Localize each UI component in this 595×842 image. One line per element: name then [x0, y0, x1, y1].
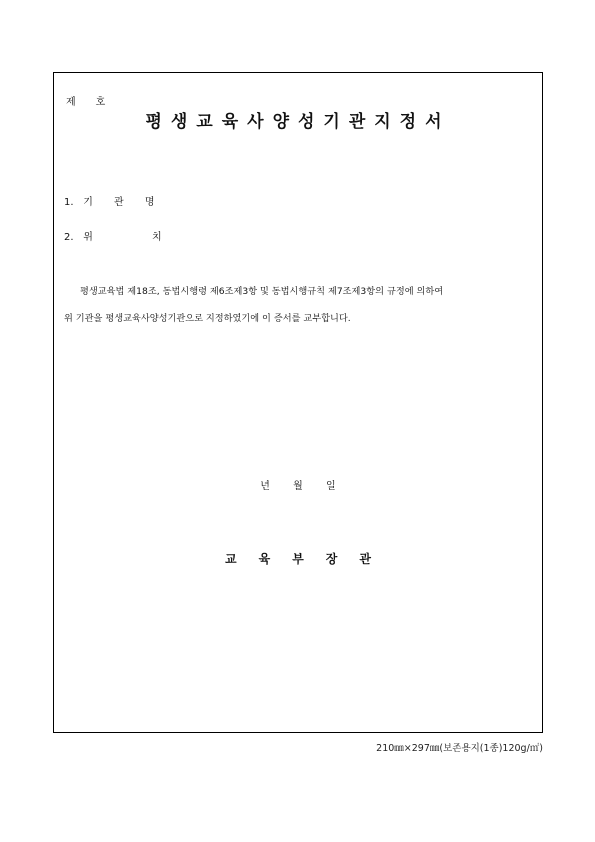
field-number: 2. — [64, 232, 74, 243]
document-number — [66, 93, 105, 108]
certificate-title: 평생교육사양성기관지정서 — [145, 112, 451, 132]
field-location — [64, 228, 190, 243]
body-line-1: 평생교육법 제18조, 동법시행령 제6조제3항 및 동법시행규칙 제7조제3항의 규정에 의하여 — [80, 286, 444, 297]
issuer-name: 교육부장관 — [225, 552, 393, 566]
date-year: 년 — [260, 481, 270, 492]
paper-spec: 210㎜×297㎜(보존용지(1종)120g/㎡) — [376, 743, 543, 754]
body-line-2: 위 기관을 평생교육사양성기관으로 지정하였기에 이 증서를 교부합니다. — [64, 313, 351, 324]
field-label: 위 치 — [83, 232, 190, 243]
field-label: 기 관 명 — [83, 197, 164, 208]
number-label-prefix: 제 — [66, 97, 76, 108]
certificate-frame — [53, 72, 543, 733]
field-number: 1. — [64, 197, 74, 208]
field-institution-name — [64, 193, 164, 208]
number-label-suffix: 호 — [95, 97, 106, 108]
certificate-body — [64, 278, 536, 332]
date-day: 일 — [326, 481, 336, 492]
date-month: 월 — [293, 481, 303, 492]
issue-date — [54, 477, 542, 492]
